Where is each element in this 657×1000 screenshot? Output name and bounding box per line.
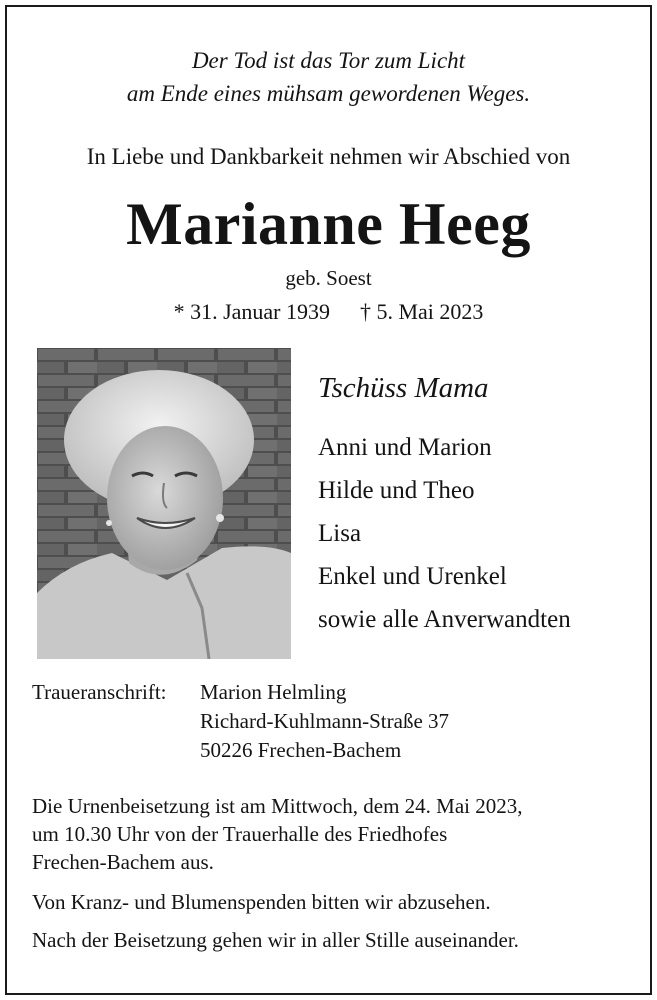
mourner-item: Lisa xyxy=(318,520,362,547)
burial-line-1: Die Urnenbeisetzung ist am Mittwoch, dem 24. Mai 2023, xyxy=(32,794,523,818)
address-street: Richard-Kuhlmann-Straße 37 xyxy=(200,709,450,733)
maiden-name: geb. Soest xyxy=(285,266,372,290)
motto-line-2: am Ende eines mühsam gewordenen Weges. xyxy=(126,81,531,106)
birth-date: * 31. Januar 1939 xyxy=(173,299,330,324)
portrait-image xyxy=(37,348,291,659)
mourner-item: Anni und Marion xyxy=(318,434,492,461)
life-dates xyxy=(0,299,657,325)
death-date: † 5. Mai 2023 xyxy=(359,299,484,324)
motto xyxy=(0,44,657,110)
address-label: Traueranschrift: xyxy=(32,680,167,704)
farewell-line: Tschüss Mama xyxy=(318,372,489,404)
mourner-item: sowie alle Anverwandten xyxy=(318,606,571,633)
address-city: 50226 Frechen-Bachem xyxy=(200,738,402,762)
motto-line-1: Der Tod ist das Tor zum Licht xyxy=(191,48,466,73)
burial-notice xyxy=(32,792,632,876)
portrait-photo xyxy=(37,348,291,659)
mourner-item: Enkel und Urenkel xyxy=(318,563,507,590)
deceased-name: Marianne Heeg xyxy=(126,191,531,257)
address-name: Marion Helmling xyxy=(200,680,347,704)
address-block xyxy=(200,678,449,765)
mourners-list xyxy=(318,426,571,641)
flowers-notice: Von Kranz- und Blumenspenden bitten wir abzusehen. xyxy=(32,890,491,914)
intro-text: In Liebe und Dankbarkeit nehmen wir Abschied von xyxy=(86,144,571,169)
after-notice: Nach der Beisetzung gehen wir in aller Stille auseinander. xyxy=(32,928,519,952)
burial-line-2: um 10.30 Uhr von der Trauerhalle des Friedhofes xyxy=(32,822,448,846)
burial-line-3: Frechen-Bachem aus. xyxy=(32,850,214,874)
mourner-item: Hilde und Theo xyxy=(318,477,475,504)
